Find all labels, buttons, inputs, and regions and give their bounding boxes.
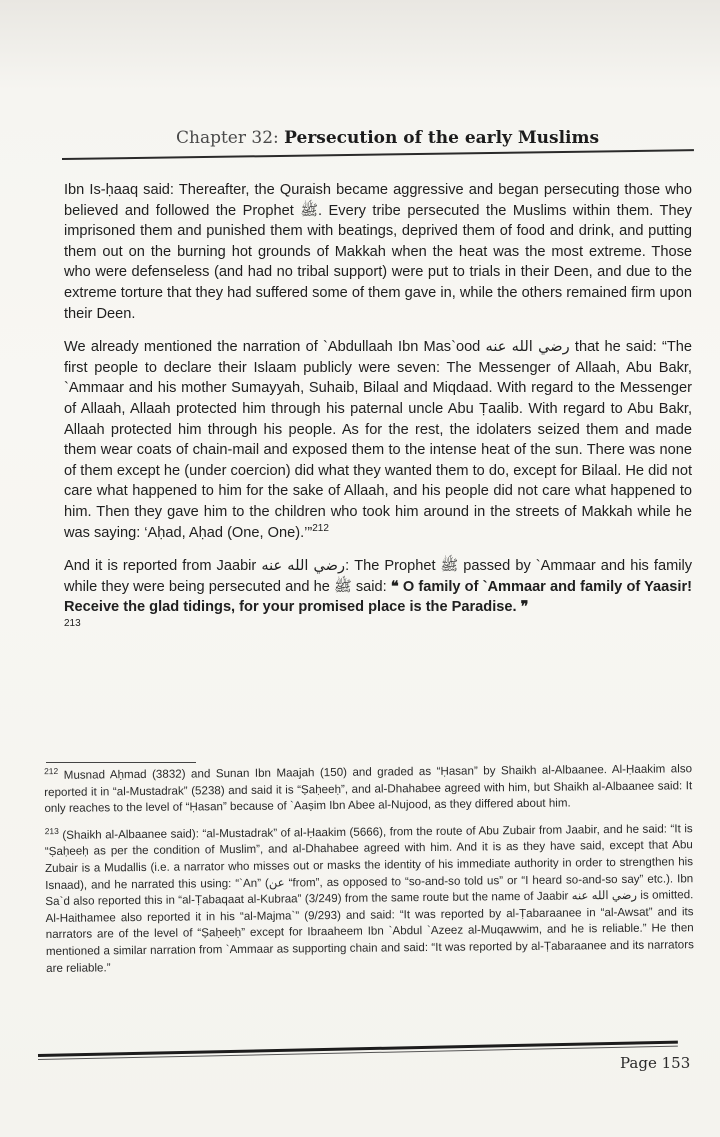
main-text: [64, 180, 692, 651]
paragraph-2-quote: “The first people to declare their Islaam publicly were seven: The Messenger of Allaah, Abu Bakr, `Ammaar and his mother Sumayyah, Suhaib, Bilaal and Miqdaad. With regard to the Messenger of Allaah, Allaah protected him through his paternal uncle Abu Ṭaalib. With regard to Abu Bakr, Allaah protected him through his people. As for the rest, the idolaters seized them and made them wear coats of chain-mail and exposed them to the intense heat of the sun. There was none of them except he (under coercion) did what they wanted them to do, except for Bilaal. He did not care what happened to him for the sake of Allaah, and his people did not care what happened to him. Then they gave him to the children who took him around in the streets of Makkah while he was saying: ‘Aḥad, Aḥad (One, One).’”: [64, 339, 692, 541]
footnote-212: [44, 761, 692, 818]
chapter-title: Persecution of the early Muslims: [284, 128, 600, 148]
footnote-ref-212: 212: [312, 522, 329, 534]
paragraph-1: Ibn Is-ḥaaq said: Thereafter, the Quraish became aggressive and began persecuting those who believed and followed the Prophet ﷺ. Every tribe persecuted the Muslims within them. They imprisoned them and punished them with beatings, deprived them of food and drink, and putting them out on the burning hot grounds of Makkah when the heat was the most extreme. Those who were defenseless (and had no tribal support) were put to trials in their Deen, and due to the extreme torture that they had suffered some of them gave in, while the others remained firm upon their Deen.: [64, 182, 692, 322]
bottom-rule: [38, 1041, 678, 1057]
footnote-text: Musnad Aḥmad (3832) and Sunan Ibn Maajah (150) and graded as “Ḥasan” by Shaikh al-Albaanee. Al-Ḥaakim also reported it in “al-Mustadrak” (5238) and said it is “Ṣaḥeeḥ”, and al-Dhahabee agreed with him, but Shaikh al-Albaanee said: It only reaches to the level of “Ḥasan” because of `Aaṣim Ibn Abee al-Nujood, as they differed about him.: [44, 762, 693, 816]
footnote-number: 213: [44, 825, 59, 836]
paragraph-3-quote: ❝ O family of `Ammaar and family of Yaasir! Receive the glad tidings, for your promised place is the Paradise. ❞: [64, 578, 692, 616]
chapter-label: Chapter 32:: [176, 128, 279, 148]
paragraph-3-intro: And it is reported from Jaabir رضي الله عنه: The Prophet ﷺ passed by `Ammaar and his family while they were being persecuted and he ﷺ said:: [64, 558, 693, 595]
footnote-number: 212: [43, 765, 59, 777]
footnote-separator: [46, 762, 196, 763]
footnotes: [44, 761, 694, 987]
footnote-213: [45, 821, 695, 977]
footnote-ref-213: 213: [64, 618, 81, 630]
paragraph-2-intro: We already mentioned the narration of `Abdullaah Ibn Mas`ood رضي الله عنه that he said:: [64, 339, 657, 356]
heading-rule: [62, 149, 694, 160]
page-number: Page 153: [620, 1054, 691, 1072]
paragraph-3: [64, 556, 692, 638]
chapter-heading: [176, 128, 616, 148]
paragraph-2: [64, 337, 692, 543]
footnote-text: (Shaikh al-Albaanee said): “al-Mustadrak” of al-Ḥaakim (5666), from the route of Abu Zubair from Jaabir, and he said: “It is “Ṣaḥeeḥ as per the condition of Muslim”, and al-Dhahabee agreed with him. And it is as they have said, except that Abu Zubair is a Mudallis (i.e. a narrator who misses out or masks the identity of his immediate authority in order to strengthen his Isnaad), and he narrated this using: “`An” (عن “from”, as opposed to “so-and-so told us” or “I heard so-and-so say” etc.). Ibn Sa`d also reported this in “al-Ṭabaqaat al-Kubraa” (3/249) from the same route but the name of Jaabir رضي الله عنه is omitted. Al-Haithamee also reported it in his “al-Majma`” (9/293) and said: “It was reported by al-Ṭabaraanee in “al-Awsat” and its narrators are of the level of “Ṣaḥeeḥ” except for Ibraaheem Ibn `Abdul `Azeez al-Muqawwim, and he is reliable.” He then mentioned a similar narration from `Ammaar as supporting chain and said: “It was reported by al-Ṭabaraanee and its narrators are reliable.”: [44, 821, 694, 975]
